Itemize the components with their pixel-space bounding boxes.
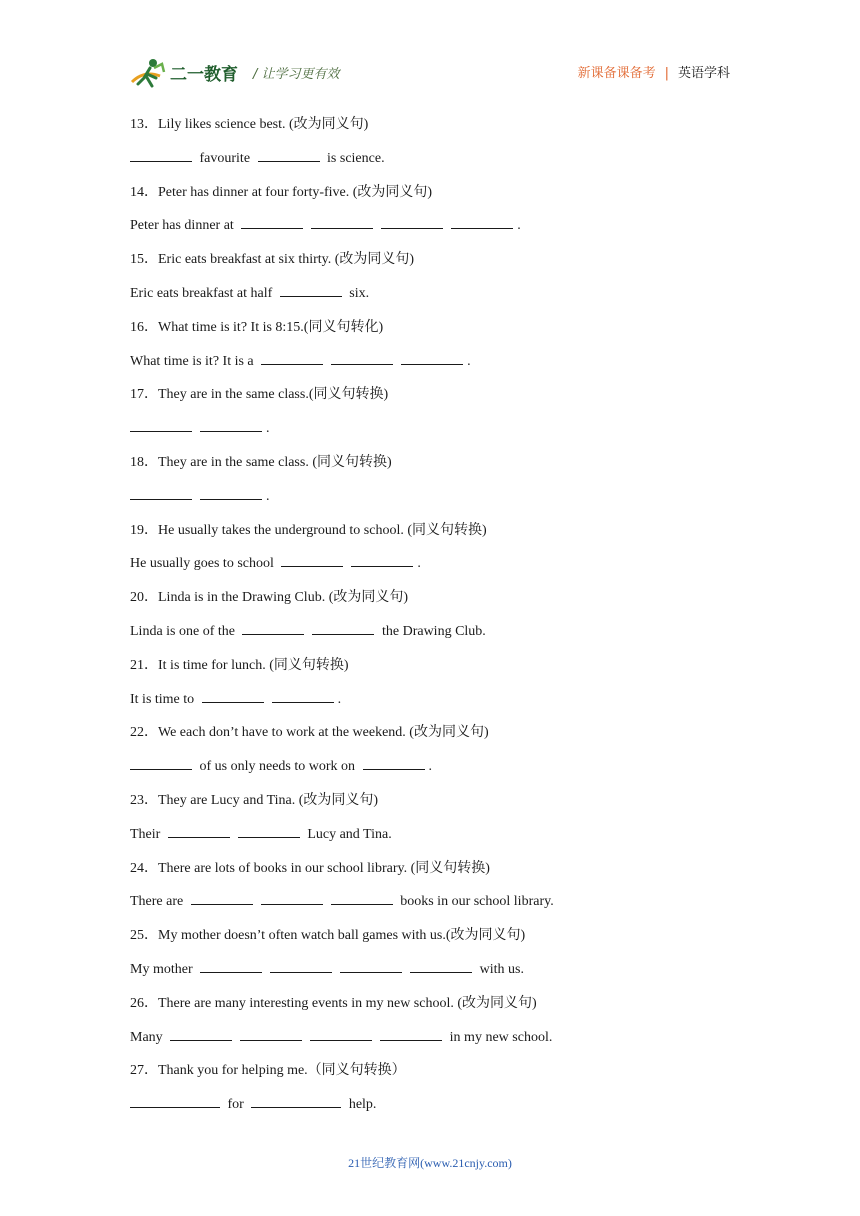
answer-line — [130, 615, 750, 649]
answer-blank[interactable] — [238, 825, 300, 838]
question-prompt: 24．There are lots of books in our school library. (同义句转换) — [130, 860, 490, 876]
answer-text: . — [517, 218, 521, 234]
answer-blank[interactable] — [270, 960, 332, 973]
answer-text: . — [417, 556, 421, 572]
question-prompt: 22．We each don’t have to work at the weekend. (改为同义句) — [130, 725, 489, 741]
answer-line — [130, 1021, 750, 1055]
answer-blank[interactable] — [200, 487, 262, 500]
page-header — [130, 56, 730, 90]
question-prompt: 21．It is time for lunch. (同义句转换) — [130, 657, 349, 673]
answer-blank[interactable] — [410, 960, 472, 973]
answer-line — [130, 209, 750, 243]
answer-blank[interactable] — [340, 960, 402, 973]
question-prompt: 25．My mother doesn’t often watch ball games with us.(改为同义句) — [130, 928, 526, 944]
answer-blank[interactable] — [363, 757, 425, 770]
answer-blank[interactable] — [202, 690, 264, 703]
answer-text: is science. — [323, 150, 385, 166]
logo — [130, 56, 242, 90]
answer-blank[interactable] — [168, 825, 230, 838]
answer-text: Eric eats breakfast at half — [130, 285, 276, 301]
answer-blank[interactable] — [281, 554, 343, 567]
answer-blank[interactable] — [251, 1095, 341, 1108]
question-prompt: 23．They are Lucy and Tina. (改为同义句) — [130, 792, 379, 808]
answer-text: . — [337, 691, 342, 707]
question-prompt: 13．Lily likes science best. (改为同义句) — [130, 117, 369, 132]
answer-text: There are — [130, 894, 187, 910]
answer-text: Peter has dinner at — [130, 218, 238, 234]
answer-blank[interactable] — [261, 892, 323, 905]
question-prompt: 27．Thank you for helping me.（同义句转换） — [130, 1063, 406, 1079]
answer-line — [130, 818, 750, 852]
answer-line — [130, 345, 750, 379]
answer-blank[interactable] — [200, 419, 262, 432]
answer-line — [130, 277, 750, 311]
answer-blank[interactable] — [261, 352, 323, 365]
answer-line — [130, 547, 750, 581]
answer-text: . — [467, 353, 471, 369]
question-list — [130, 108, 750, 1122]
question-prompt: 20．Linda is in the Drawing Club. (改为同义句) — [130, 590, 409, 606]
answer-blank[interactable] — [280, 284, 342, 297]
answer-blank[interactable] — [258, 149, 320, 162]
answer-line — [130, 885, 750, 919]
answer-text: . — [266, 488, 270, 504]
header-separator: | — [664, 66, 669, 81]
answer-line — [130, 142, 750, 176]
answer-blank[interactable] — [130, 487, 192, 500]
question-prompt: 15．Eric eats breakfast at six thirty. (改为同义句) — [130, 252, 415, 268]
answer-line — [130, 412, 750, 446]
answer-line — [130, 683, 750, 717]
answer-text: He usually goes to school — [130, 556, 278, 572]
answer-line — [130, 1088, 750, 1122]
header-subject-label: 英语学科 — [677, 66, 730, 81]
answer-text: . — [266, 421, 270, 437]
answer-text: My mother — [130, 961, 197, 977]
answer-text: Their — [130, 826, 164, 842]
answer-blank[interactable] — [130, 149, 192, 162]
answer-blank[interactable] — [401, 352, 463, 365]
answer-blank[interactable] — [380, 1028, 442, 1041]
answer-blank[interactable] — [242, 622, 304, 635]
answer-text: It is time to — [130, 691, 198, 707]
answer-line — [130, 750, 750, 784]
header-tagline: 新课备课备考 — [577, 66, 656, 81]
answer-text: the Drawing Club. — [378, 623, 486, 639]
answer-blank[interactable] — [351, 554, 413, 567]
answer-line — [130, 953, 750, 987]
answer-blank[interactable] — [312, 622, 374, 635]
answer-text: favourite — [196, 150, 254, 166]
question-prompt: 19．He usually takes the underground to school. (同义句转换) — [130, 522, 487, 538]
answer-blank[interactable] — [381, 216, 443, 229]
page-footer: 21世纪教育网(www.21cnjy.com) — [348, 1156, 512, 1170]
answer-text: . — [428, 759, 433, 775]
answer-blank[interactable] — [200, 960, 262, 973]
answer-text: help. — [345, 1097, 377, 1113]
answer-blank[interactable] — [191, 892, 253, 905]
answer-text: books in our school library. — [396, 894, 554, 910]
answer-text: of us only needs to work on — [196, 759, 359, 775]
answer-blank[interactable] — [310, 1028, 372, 1041]
answer-line — [130, 480, 750, 514]
answer-blank[interactable] — [170, 1028, 232, 1041]
question-prompt: 17．They are in the same class.(同义句转换) — [130, 387, 389, 403]
svg-text:二一教育: 二一教育 — [170, 65, 238, 85]
answer-blank[interactable] — [451, 216, 513, 229]
answer-text: with us. — [476, 961, 524, 977]
answer-blank[interactable] — [240, 1028, 302, 1041]
question-prompt: 16．What time is it? It is 8:15.(同义句转化) — [130, 319, 384, 335]
header-subject — [578, 62, 730, 81]
answer-blank[interactable] — [311, 216, 373, 229]
question-prompt: 14．Peter has dinner at four forty-five. (改为同义句) — [130, 184, 433, 200]
answer-text: for — [224, 1097, 248, 1113]
question-prompt: 18．They are in the same class. (同义句转换) — [130, 454, 392, 470]
answer-text: in my new school. — [446, 1029, 553, 1045]
answer-blank[interactable] — [331, 892, 393, 905]
answer-text: Linda is one of the — [130, 623, 239, 639]
answer-blank[interactable] — [272, 690, 334, 703]
answer-text: What time is it? It is a — [130, 353, 258, 369]
answer-blank[interactable] — [241, 216, 303, 229]
answer-text: Many — [130, 1029, 167, 1045]
answer-blank[interactable] — [130, 757, 192, 770]
answer-blank[interactable] — [130, 419, 192, 432]
question-prompt: 26．There are many interesting events in my new school. (改为同义句) — [130, 995, 537, 1011]
answer-text: six. — [345, 285, 370, 301]
answer-blank[interactable] — [130, 1095, 220, 1108]
slogan: / 让学习更有效 — [253, 67, 340, 82]
answer-text: Lucy and Tina. — [303, 826, 392, 842]
answer-blank[interactable] — [331, 352, 393, 365]
